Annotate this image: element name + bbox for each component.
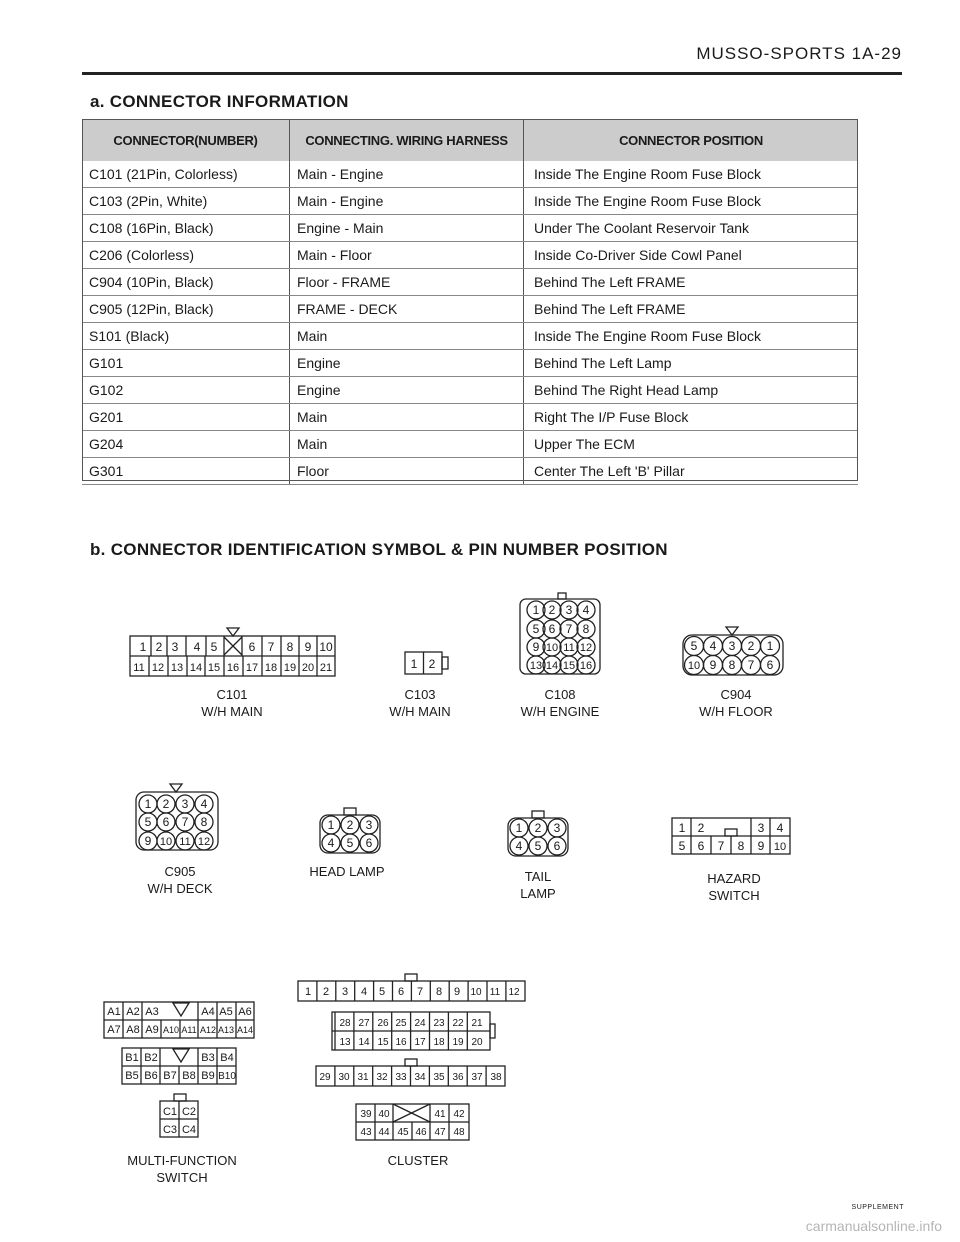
cluster-pin: 37: [471, 1072, 483, 1083]
tail-lamp-pin: 5: [534, 839, 542, 853]
head-lamp-pin: 1: [327, 818, 335, 832]
c101-pin: 21: [319, 662, 333, 674]
c904-pin: 6: [766, 658, 774, 672]
cell-position: Behind The Right Head Lamp: [524, 377, 859, 404]
c101-pin: 11: [133, 662, 145, 674]
cell-connector: G101: [82, 350, 290, 377]
cluster-pin: 40: [378, 1109, 390, 1120]
cluster-pin: 46: [415, 1127, 427, 1138]
c101-caption-sub: W/H MAIN: [201, 704, 263, 719]
cell-connector: C103 (2Pin, White): [82, 188, 290, 215]
cell-harness: Main: [290, 404, 524, 431]
cluster-pin: 7: [416, 986, 424, 998]
cluster-pin: 44: [378, 1127, 390, 1138]
cell-position: Upper The ECM: [524, 431, 859, 458]
col-header-position: CONNECTOR POSITION: [524, 119, 859, 161]
mfs-pin: A14: [236, 1025, 254, 1035]
c101-pin: 8: [286, 640, 294, 654]
hazard-pin: 2: [697, 821, 705, 835]
c101-pin: 4: [193, 640, 201, 654]
mfs-pin: A10: [162, 1025, 180, 1035]
c108-pin: 7: [565, 622, 573, 636]
c108-caption: C108: [544, 687, 576, 702]
mfs-pin: B2: [144, 1052, 158, 1064]
c905-pin: 8: [200, 815, 208, 829]
mfs-pin: C1: [162, 1106, 178, 1118]
mfs-pin: B5: [125, 1070, 139, 1082]
cell-connector: C108 (16Pin, Black): [82, 215, 290, 242]
c904-pin: 1: [766, 639, 774, 653]
cell-position: Behind The Left FRAME: [524, 269, 859, 296]
c905-pin: 12: [197, 836, 211, 848]
cluster-pin: 11: [489, 987, 501, 998]
mfs-pin: B4: [220, 1052, 234, 1064]
cell-position: Inside The Engine Room Fuse Block: [524, 188, 859, 215]
cell-harness: Main: [290, 323, 524, 350]
mfs-pin: A5: [219, 1006, 233, 1018]
cell-harness: Main - Engine: [290, 161, 524, 188]
supplement-mark: SUPPLEMENT: [851, 1204, 904, 1211]
mfs-pin: B8: [182, 1070, 196, 1082]
cluster-caption: CLUSTER: [387, 1153, 449, 1168]
c101-pin: 9: [304, 640, 312, 654]
c108-pin: 1: [532, 603, 540, 617]
head-lamp-pin: 5: [346, 836, 354, 850]
cell-connector: C206 (Colorless): [82, 242, 290, 269]
c905-pin: 10: [159, 836, 173, 848]
c904-pin: 10: [687, 660, 701, 672]
c101-caption: C101: [216, 687, 248, 702]
mfs-pin: C2: [181, 1106, 197, 1118]
head-lamp-pin: 6: [365, 836, 373, 850]
mfs-pin: B6: [144, 1070, 158, 1082]
c108-caption-sub: W/H ENGINE: [520, 704, 600, 719]
col-header-harness: CONNECTING. WIRING HARNESS: [290, 119, 524, 161]
c905-caption-sub: W/H DECK: [147, 881, 213, 896]
c904-pin: 8: [728, 658, 736, 672]
cluster-pin: 32: [376, 1072, 388, 1083]
cluster-pin: 29: [319, 1072, 331, 1083]
c905-pin: 7: [181, 815, 189, 829]
c101-pin: 10: [319, 640, 333, 654]
c905-pin: 9: [144, 834, 152, 848]
cluster-pin: 18: [433, 1037, 445, 1048]
c108-pin: 15: [562, 660, 576, 672]
mfs-caption-sub: SWITCH: [156, 1170, 208, 1185]
cell-connector: G201: [82, 404, 290, 431]
cluster-pin: 41: [434, 1109, 446, 1120]
hazard-caption: HAZARD: [707, 871, 761, 886]
mfs-caption: MULTI-FUNCTION: [127, 1153, 237, 1168]
cluster-pin: 1: [304, 986, 312, 998]
tail-lamp-pin: 6: [553, 839, 561, 853]
cluster-pin: 10: [470, 987, 482, 998]
cluster-pin: 24: [414, 1018, 426, 1029]
cell-position: Inside Co-Driver Side Cowl Panel: [524, 242, 859, 269]
c108-pin: 2: [548, 603, 556, 617]
cell-position: Inside The Engine Room Fuse Block: [524, 161, 859, 188]
c103-caption-sub: W/H MAIN: [389, 704, 451, 719]
c101-pin: 15: [207, 662, 221, 674]
cluster-pin: 38: [490, 1072, 502, 1083]
cluster-pin: 33: [395, 1072, 407, 1083]
c905-pin: 4: [200, 797, 208, 811]
c904-pin: 4: [709, 639, 717, 653]
hazard-pin: 8: [737, 839, 745, 853]
head-lamp-caption: HEAD LAMP: [309, 864, 385, 879]
mfs-pin: A12: [199, 1025, 217, 1035]
cluster-pin: 6: [397, 986, 405, 998]
mfs-pin: A1: [107, 1006, 121, 1018]
cluster-pin: 5: [378, 986, 386, 998]
c101-pin: 18: [264, 662, 278, 674]
cell-connector: G102: [82, 377, 290, 404]
mfs-pin: A7: [107, 1024, 121, 1036]
c101-pin: 20: [301, 662, 315, 674]
c904-caption-sub: W/H FLOOR: [699, 704, 773, 719]
cluster-pin: 14: [358, 1037, 370, 1048]
c904-pin: 9: [709, 658, 717, 672]
page-header: MUSSO-SPORTS 1A-29: [696, 44, 902, 63]
cluster-pin: 2: [322, 986, 330, 998]
c905-pin: 11: [179, 836, 191, 848]
cell-harness: Main - Floor: [290, 242, 524, 269]
hazard-pin: 4: [776, 821, 784, 835]
hazard-switch-connector: [672, 818, 790, 854]
cell-harness: Main: [290, 431, 524, 458]
head-lamp-pin: 2: [346, 818, 354, 832]
hazard-pin: 9: [757, 839, 765, 853]
mfs-pin: A13: [217, 1025, 235, 1035]
tail-lamp-pin: 4: [515, 839, 523, 853]
c108-pin: 6: [548, 622, 556, 636]
section-a-title: a. CONNECTOR INFORMATION: [90, 92, 349, 111]
c904-pin: 7: [747, 658, 755, 672]
tail-lamp-caption: TAIL: [524, 869, 552, 884]
cluster-pin: 43: [360, 1127, 372, 1138]
c108-pin: 16: [579, 660, 593, 672]
c103-pin: 2: [428, 657, 436, 671]
c108-pin: 10: [545, 642, 559, 654]
cluster-pin: 4: [360, 986, 368, 998]
col-header-connector: CONNECTOR(NUMBER): [82, 119, 290, 161]
hazard-caption-sub: SWITCH: [708, 888, 760, 903]
cluster-pin: 28: [339, 1018, 351, 1029]
cluster-pin: 17: [414, 1037, 426, 1048]
cell-connector: S101 (Black): [82, 323, 290, 350]
mfs-pin: C4: [181, 1124, 197, 1136]
cluster-pin: 42: [453, 1109, 465, 1120]
cluster-pin: 16: [395, 1037, 407, 1048]
c103-caption: C103: [404, 687, 436, 702]
cell-harness: Engine: [290, 377, 524, 404]
mfs-pin: A8: [126, 1024, 140, 1036]
cluster-pin: 34: [414, 1072, 426, 1083]
c108-pin: 9: [532, 640, 540, 654]
c101-pin: 14: [189, 662, 203, 674]
cell-connector: G204: [82, 431, 290, 458]
cluster-pin: 22: [452, 1018, 464, 1029]
head-lamp-pin: 4: [327, 836, 335, 850]
c904-caption: C904: [720, 687, 752, 702]
c108-pin: 11: [563, 642, 575, 654]
hazard-pin: 10: [773, 841, 787, 853]
mfs-pin: A6: [238, 1006, 252, 1018]
c108-pin: 12: [579, 642, 593, 654]
cell-harness: FRAME - DECK: [290, 296, 524, 323]
hazard-pin: 5: [678, 839, 686, 853]
cell-position: Inside The Engine Room Fuse Block: [524, 323, 859, 350]
cluster-pin: 25: [395, 1018, 407, 1029]
cell-position: Behind The Left Lamp: [524, 350, 859, 377]
mfs-pin: B7: [163, 1070, 177, 1082]
cell-position: Center The Left 'B' Pillar: [524, 458, 859, 485]
c108-pin: 8: [582, 622, 590, 636]
cluster-pin: 48: [453, 1127, 465, 1138]
cluster-pin: 30: [338, 1072, 350, 1083]
cluster-pin: 20: [471, 1037, 483, 1048]
c904-pin: 2: [747, 639, 755, 653]
c101-pin: 7: [267, 640, 275, 654]
mfs-pin: B1: [125, 1052, 139, 1064]
cluster-pin: 3: [341, 986, 349, 998]
cluster-pin: 27: [358, 1018, 370, 1029]
cluster-pin: 12: [508, 987, 520, 998]
cluster-pin: 8: [435, 986, 443, 998]
mfs-pin: B10: [218, 1071, 236, 1082]
cluster-pin: 26: [377, 1018, 389, 1029]
cluster-pin: 31: [357, 1072, 369, 1083]
tail-lamp-pin: 3: [553, 821, 561, 835]
tail-lamp-pin: 1: [515, 821, 523, 835]
c904-pin: 3: [728, 639, 736, 653]
cell-position: Behind The Left FRAME: [524, 296, 859, 323]
c103-pin: 1: [410, 657, 418, 671]
cluster-pin: 45: [397, 1127, 409, 1138]
cluster-pin: 19: [452, 1037, 464, 1048]
cluster-pin: 23: [433, 1018, 445, 1029]
cluster-pin: 9: [453, 986, 461, 998]
cell-connector: G301: [82, 458, 290, 485]
cell-harness: Floor - FRAME: [290, 269, 524, 296]
cell-connector: C904 (10Pin, Black): [82, 269, 290, 296]
mfs-pin: A4: [201, 1006, 215, 1018]
c905-pin: 6: [162, 815, 170, 829]
cell-position: Right The I/P Fuse Block: [524, 404, 859, 431]
cluster-pin: 47: [434, 1127, 446, 1138]
section-b-title: b. CONNECTOR IDENTIFICATION SYMBOL & PIN NUMBER POSITION: [90, 540, 668, 559]
cluster-pin: 15: [377, 1037, 389, 1048]
tail-lamp-pin: 2: [534, 821, 542, 835]
c905-pin: 3: [181, 797, 189, 811]
mfs-pin: A3: [145, 1006, 159, 1018]
mfs-pin: A11: [181, 1025, 197, 1035]
mfs-pin: B3: [201, 1052, 215, 1064]
cluster-pin: 35: [433, 1072, 445, 1083]
c108-pin: 5: [532, 622, 540, 636]
watermark: carmanualsonline.info: [805, 1218, 942, 1234]
cell-harness: Floor: [290, 458, 524, 485]
c905-pin: 1: [144, 797, 152, 811]
c101-pin: 17: [245, 662, 259, 674]
c108-pin: 13: [529, 660, 543, 672]
cluster-pin: 21: [471, 1018, 483, 1029]
cell-position: Under The Coolant Reservoir Tank: [524, 215, 859, 242]
c101-pin: 1: [139, 640, 147, 654]
c101-pin: 6: [248, 640, 256, 654]
cluster-connector: [298, 974, 525, 1140]
cluster-pin: 39: [360, 1109, 372, 1120]
hazard-pin: 6: [697, 839, 705, 853]
c101-pin: 5: [210, 640, 218, 654]
tail-lamp-caption-sub: LAMP: [520, 886, 556, 901]
cell-connector: C905 (12Pin, Black): [82, 296, 290, 323]
hazard-pin: 7: [717, 839, 725, 853]
cell-harness: Main - Engine: [290, 188, 524, 215]
hazard-pin: 3: [757, 821, 765, 835]
c108-pin: 3: [565, 603, 573, 617]
c101-pin: 19: [283, 662, 297, 674]
cell-harness: Engine: [290, 350, 524, 377]
mfs-pin: C3: [162, 1124, 178, 1136]
c108-pin: 4: [582, 603, 590, 617]
c101-pin: 16: [226, 662, 240, 674]
cluster-pin: 36: [452, 1072, 464, 1083]
c904-pin: 5: [690, 639, 698, 653]
c905-pin: 2: [162, 797, 170, 811]
c101-pin: 3: [171, 640, 179, 654]
c905-caption: C905: [164, 864, 196, 879]
hazard-pin: 1: [678, 821, 686, 835]
c108-pin: 14: [545, 660, 559, 672]
cell-connector: C101 (21Pin, Colorless): [82, 161, 290, 188]
c905-pin: 5: [144, 815, 152, 829]
head-lamp-pin: 3: [365, 818, 373, 832]
mfs-pin: A9: [145, 1024, 159, 1036]
c101-pin: 13: [170, 662, 184, 674]
mfs-pin: B9: [201, 1070, 215, 1082]
mfs-pin: A2: [126, 1006, 140, 1018]
cell-harness: Engine - Main: [290, 215, 524, 242]
c101-pin: 2: [155, 640, 163, 654]
c101-pin: 12: [151, 662, 165, 674]
cluster-pin: 13: [339, 1037, 351, 1048]
